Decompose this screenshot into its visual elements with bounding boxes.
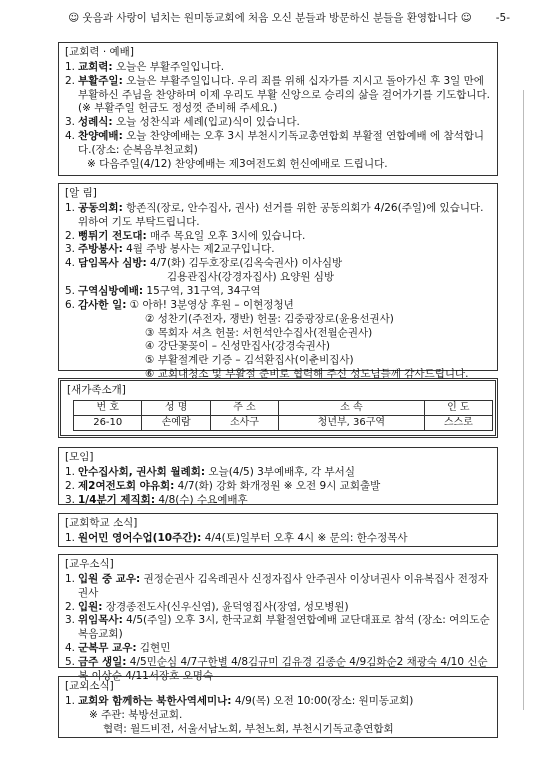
item-number: 5. (65, 285, 76, 298)
list-item (65, 299, 491, 313)
list-item (65, 695, 491, 709)
section-title: [교회학교 소식] (65, 517, 138, 529)
notice-section (58, 183, 498, 381)
item-number: 1. (65, 531, 76, 544)
list-item (65, 202, 491, 230)
page-header (0, 12, 540, 26)
item-label: 교회력: (78, 60, 113, 73)
section-title: [교외소식] (65, 680, 114, 692)
list-item (65, 494, 491, 508)
item-number: 1. (65, 694, 76, 707)
item-number: 2. (65, 479, 76, 492)
list-item (65, 130, 491, 158)
item-number: 4. (65, 130, 76, 143)
item-text: 4/5(주일) 오후 3시, 한국교회 부활절연합예배 교단대표로 참석 (장소: 여의도순복음교회) (78, 614, 490, 641)
item-text: 오늘은 부활주일입니다. (112, 60, 225, 73)
table-cell: 26-10 (74, 415, 142, 430)
table-header-cell: 성 명 (142, 400, 210, 415)
list-item (65, 116, 491, 130)
item-number: 5. (65, 656, 76, 669)
list-item (65, 601, 491, 615)
list-item (65, 480, 491, 494)
item-label: 담임목사 심방: (78, 257, 147, 270)
worship-note: ※ 다음주일(4/12) 찬양예배는 제3여전도회 헌신예배로 드립니다. (87, 157, 388, 170)
item-label: 안수집사회, 권사회 월례회: (78, 465, 206, 478)
item-text: 권정순권사 김옥례권사 신정자집사 안주권사 이상녀권사 이유복집사 전정자권사 (78, 572, 489, 599)
list-item (65, 230, 491, 244)
item-label: 감사한 일: (78, 298, 127, 311)
members-section (58, 554, 498, 682)
item-number: 1. (65, 60, 76, 73)
item-number: 1. (65, 201, 76, 214)
item-label: 금주 생일: (78, 656, 127, 669)
item-label: 부활주일: (78, 74, 123, 87)
visit-line-2: 김용관집사(강경자집사) 요양원 심방 (167, 271, 335, 284)
table-header-row (74, 400, 493, 415)
table-header-cell: 주 소 (210, 400, 278, 415)
school-section (58, 513, 498, 547)
section-title: [알 림] (65, 187, 97, 199)
list-item (65, 61, 491, 75)
item-label: 뻥튀기 전도대: (78, 229, 147, 242)
external-coop: 협력: 월드비전, 서울서남노회, 부천노회, 부천시기독교총연합회 (103, 722, 394, 735)
item-number: 1. (65, 465, 76, 478)
worship-section (58, 42, 498, 176)
page-edge-line (523, 90, 524, 710)
table-cell: 스스로 (424, 415, 492, 430)
list-item (65, 573, 491, 601)
item-text: 항존직(장로, 안수집사, 권사) 선거를 위한 공동의회가 4/26(주일)에 있습니다. 위하여 기도 부탁드립니다. (78, 201, 484, 228)
item-text: 오늘 성찬식과 세례(입교)식이 있습니다. (112, 116, 300, 129)
item-text: 오늘(4/5) 3부예배후, 각 부서실 (205, 465, 355, 478)
thanks-item: ⑤ 부활절계란 기증 – 김석환집사(이춘비집사) (145, 354, 354, 367)
item-text: 4/8(수) 수요예배후 (155, 493, 248, 506)
item-text: 오늘은 부활주일입니다. 우리 죄를 위해 십자가를 지시고 돌아가신 후 3일 만에 부활하신 주님을 찬양하며 이제 우리도 부활 신앙으로 승리의 삶을 걸어가기를 기도합니다.(※ 부활주일 헌금도 정성껏 준비해 주세요.) (78, 74, 491, 115)
item-label: 성례식: (78, 116, 113, 129)
table-header-cell: 소 속 (279, 400, 425, 415)
item-label: 제2여전도회 야유회: (78, 479, 175, 492)
section-title: [새가족소개] (67, 384, 126, 396)
item-number: 3. (65, 243, 76, 256)
item-text: ① 아하! 3분영상 후원 – 이현정청년 (126, 298, 294, 311)
item-number: 2. (65, 600, 76, 613)
item-number: 2. (65, 74, 76, 87)
list-item (65, 532, 491, 546)
meetings-section (58, 447, 498, 505)
item-text: 김현민 (136, 642, 171, 655)
section-title: [교회력 · 예배] (65, 46, 134, 58)
table-header-cell: 인 도 (424, 400, 492, 415)
item-label: 군복무 교우: (78, 642, 137, 655)
item-text: 오늘 찬양예배는 오후 3시 부천시기독교총연합회 부활절 연합예배 에 참석합니다.(장소: 순복음부천교회) (78, 130, 485, 157)
item-label: 위임목사: (78, 614, 123, 627)
list-item (65, 257, 491, 271)
table-row (74, 415, 493, 430)
item-number: 4. (65, 257, 76, 270)
thanks-item: ④ 강단꽃꽂이 – 신성만집사(강경숙권사) (145, 340, 331, 353)
thanks-item: ⑥ 교회대청소 및 부활절 준비로 협력해 주신 성도님들께 감사드립니다. (145, 368, 469, 381)
thanks-item: ② 성찬기(주전자, 쟁반) 헌물: 김중광장로(윤용선권사) (145, 312, 394, 325)
welcome-banner: ☺ 웃음과 사랑이 넘치는 원미동교회에 처음 오신 분들과 방문하신 분들을 환영합니다 ☺ (68, 12, 472, 24)
list-item (65, 466, 491, 480)
section-title: [교우소식] (65, 558, 114, 570)
item-text: 매주 목요일 오후 3시에 있습니다. (146, 229, 306, 242)
page-number: -5- (495, 12, 510, 24)
thanks-item: ③ 목회자 셔츠 헌물: 서헌석안수집사(전월순권사) (145, 326, 373, 339)
table-cell: 소사구 (210, 415, 278, 430)
item-label: 1/4분기 제직회: (78, 493, 156, 506)
item-text: 4월 주방 봉사는 제2교구입니다. (122, 243, 275, 256)
list-item (65, 75, 491, 117)
external-host: ※ 주관: 북방선교회. (89, 708, 183, 721)
newfamily-section (58, 378, 498, 438)
item-text: 4/7(화) 강화 화개정원 ※ 오전 9시 교회출발 (174, 479, 381, 492)
list-item (65, 243, 491, 257)
item-label: 입원 중 교우: (78, 572, 141, 585)
thanks-list (65, 313, 491, 382)
item-number: 3. (65, 493, 76, 506)
item-text: 4/4(토)일부터 오후 4시 ※ 문의: 한수정목사 (201, 531, 408, 544)
item-text: 4/5민순심 4/7구한별 4/8김규미 김유경 김종순 4/9김화순2 채광숙 4/10 신순복 이상순 4/11서장호 오명숙 (78, 656, 488, 682)
item-number: 6. (65, 298, 76, 311)
item-label: 구역심방예배: (78, 285, 144, 298)
item-label: 공동의회: (78, 201, 123, 214)
table-cell: 청년부, 36구역 (279, 415, 425, 430)
external-section (58, 676, 498, 738)
item-label: 원어민 영어수업(10주간): (78, 531, 202, 544)
table-cell: 손예람 (142, 415, 210, 430)
item-label: 찬양예배: (78, 130, 123, 143)
item-number: 3. (65, 116, 76, 129)
item-label: 주방봉사: (78, 243, 123, 256)
table-header-cell: 번 호 (74, 400, 142, 415)
item-text: 4/7(화) 김두호장로(김옥숙권사) 이사심방 (146, 257, 343, 270)
item-number: 1. (65, 572, 76, 585)
item-number: 3. (65, 614, 76, 627)
list-item (65, 642, 491, 656)
list-item (65, 614, 491, 642)
item-label: 교회와 함께하는 북한사역세미나: (78, 694, 232, 707)
newfamily-table (73, 400, 493, 431)
item-number: 2. (65, 229, 76, 242)
list-item (65, 285, 491, 299)
section-title: [모임] (65, 451, 94, 463)
item-label: 입원: (78, 600, 103, 613)
item-number: 4. (65, 642, 76, 655)
item-text: 장경종전도사(신우신염), 윤덕영집사(장염, 성모병원) (102, 600, 349, 613)
item-text: 4/9(목) 오전 10:00(장소: 원미동교회) (231, 694, 414, 707)
item-text: 15구역, 31구역, 34구역 (143, 285, 261, 298)
